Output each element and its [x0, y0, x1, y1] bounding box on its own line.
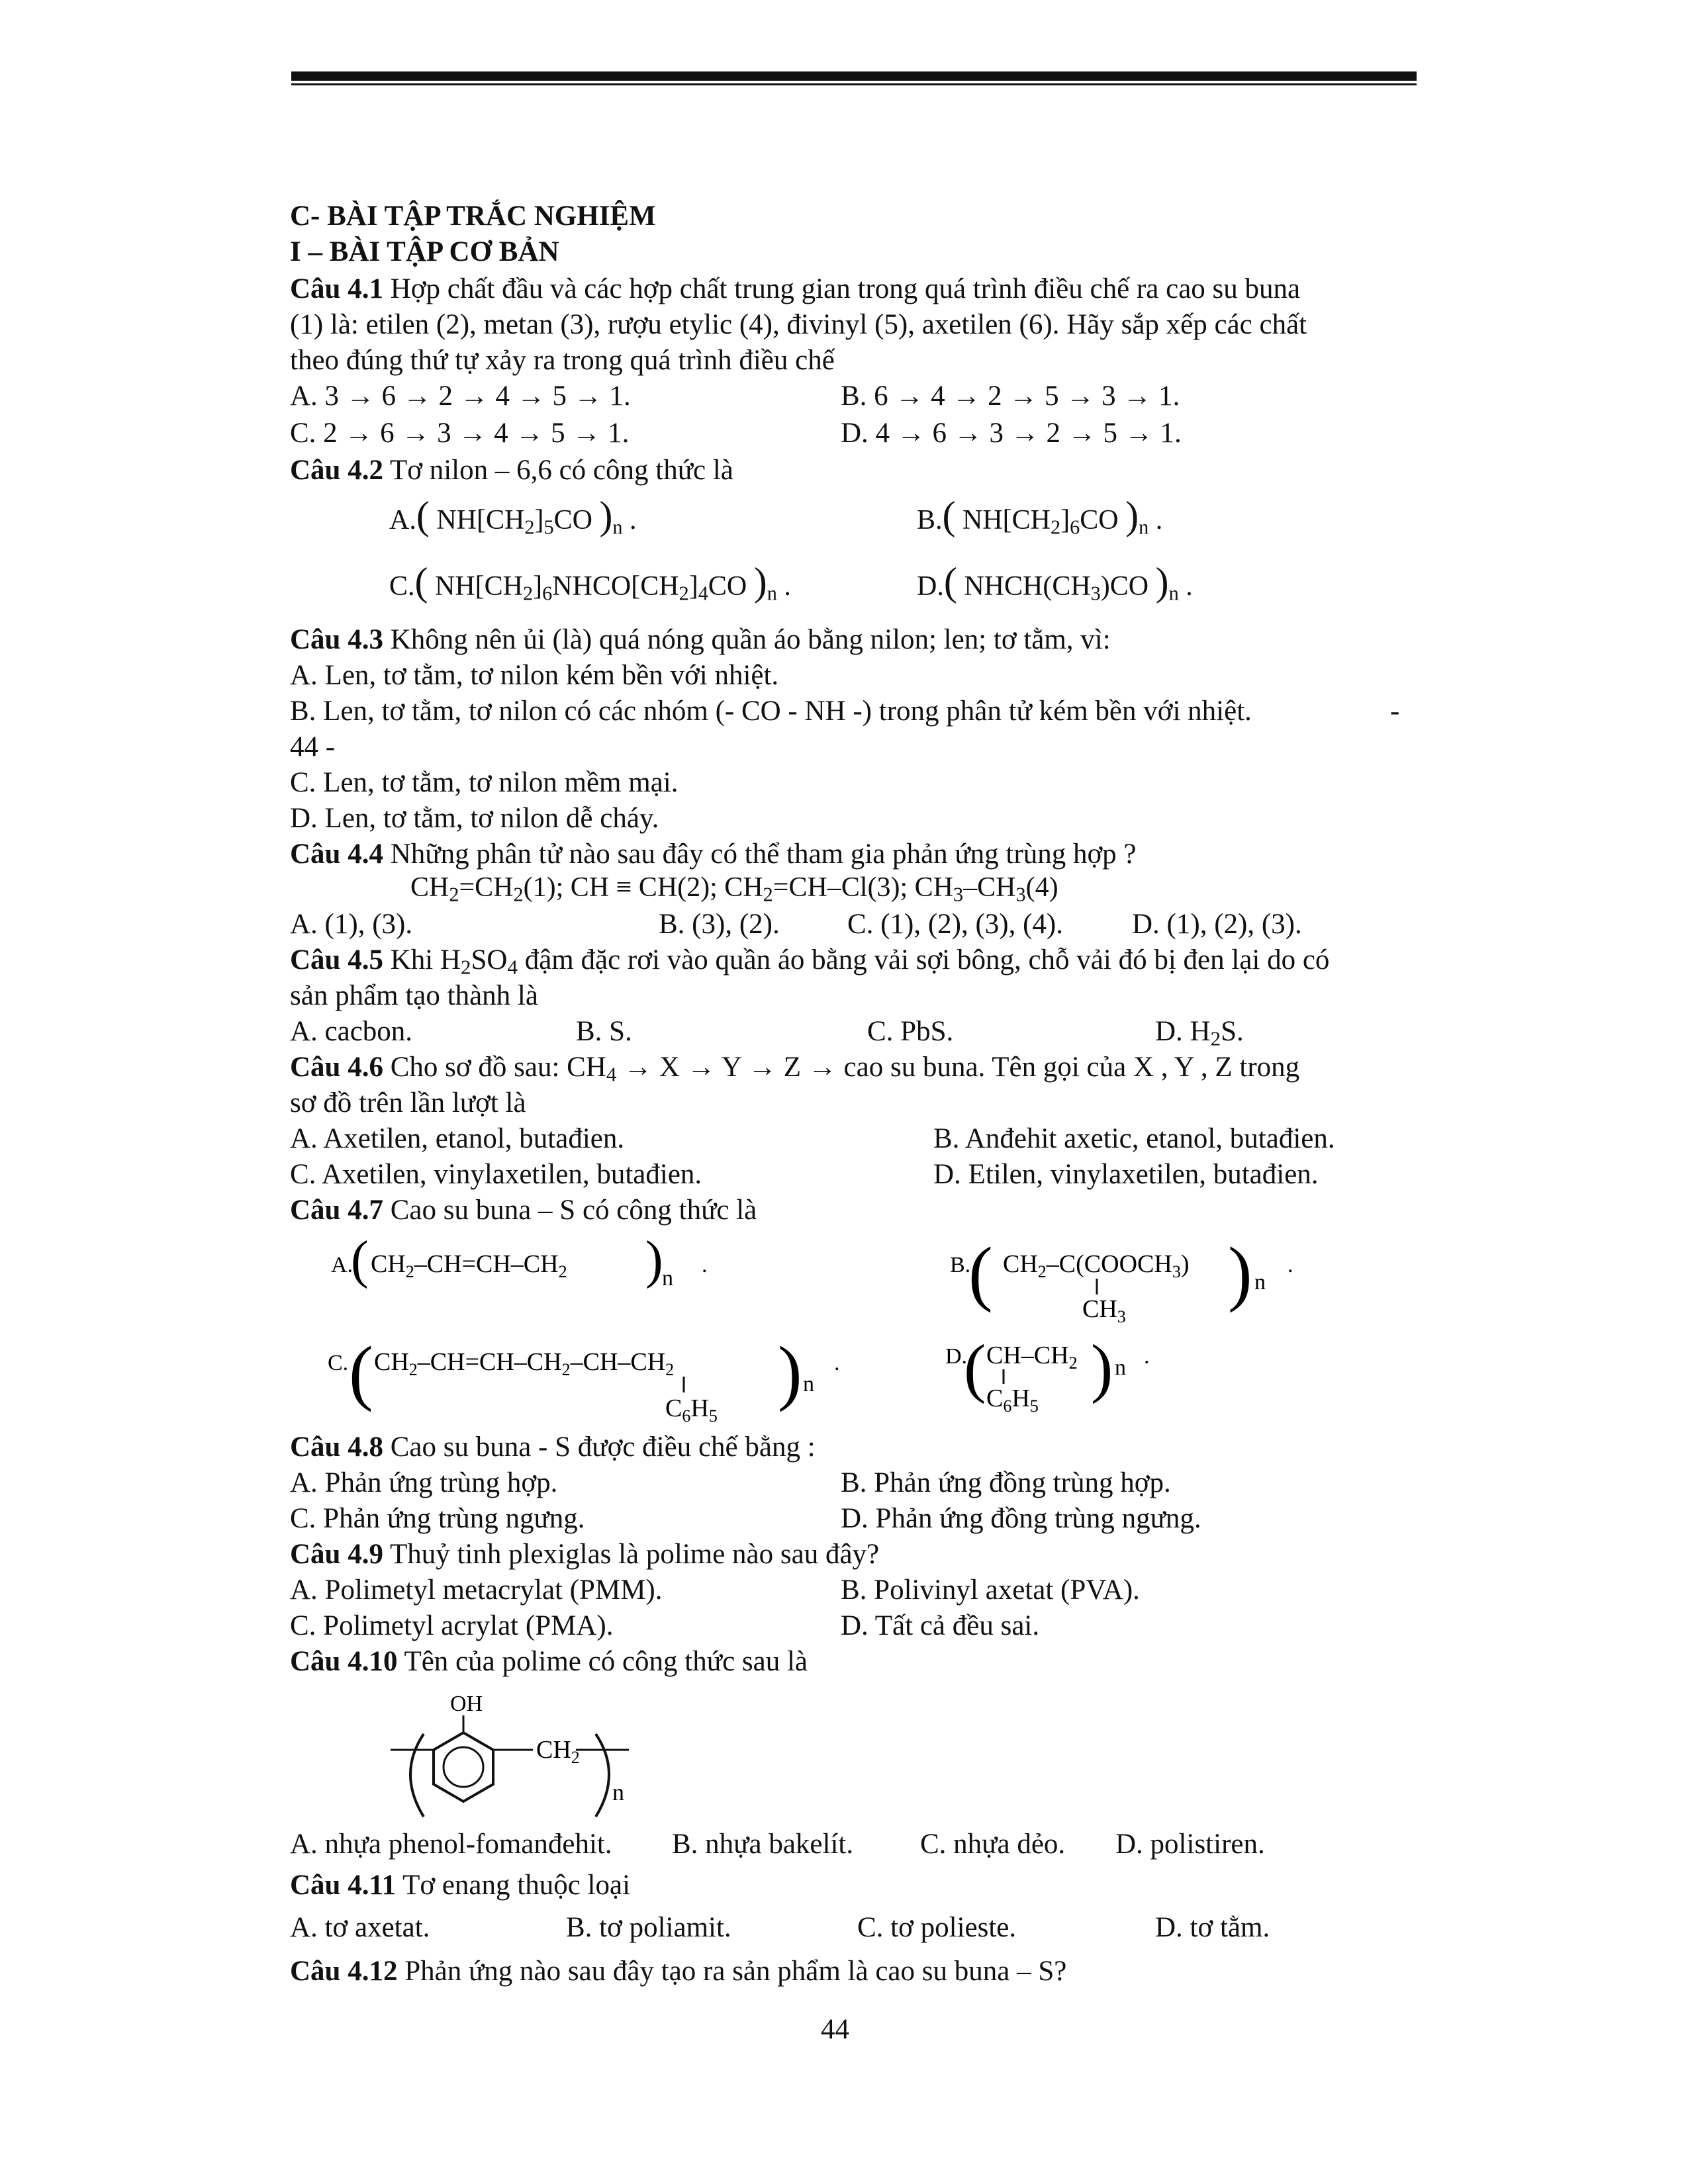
option-c: C. 2 → 6 → 3 → 4 → 5 → 1. — [290, 418, 630, 449]
svg-text:(: ( — [968, 1232, 993, 1313]
option-b: B. nhựa bakelít. — [672, 1829, 854, 1860]
formula-4-7-c — [328, 1330, 857, 1436]
option-b: B. 6 → 4 → 2 → 5 → 3 → 1. — [841, 381, 1180, 412]
question-4-3: Câu 4.3 Không nên ủi (là) quá nóng quần áo bằng nilon; len; tơ tằm, vì: — [290, 624, 1111, 655]
svg-text:n: n — [612, 1779, 624, 1805]
svg-text:n: n — [662, 1266, 673, 1291]
question-4-1: Câu 4.1 Hợp chất đầu và các hợp chất trung gian trong quá trình điều chế ra cao su buna — [290, 273, 1301, 304]
formula-4-7-d — [945, 1327, 1223, 1426]
option-b: B. tơ poliamit. — [566, 1912, 731, 1943]
section-heading: C- BÀI TẬP TRẮC NGHIỆM — [290, 201, 656, 232]
option-d: D. Len, tơ tằm, tơ nilon dễ cháy. — [290, 803, 659, 834]
svg-text:CH2–CH=CH–CH2–CH–CH2: $CH_2-CH=CH-CH_2-CH-CH_2$ — [374, 1348, 675, 1379]
option-a: A. Phản ứng trùng hợp. — [290, 1467, 558, 1498]
subsection-heading: I – BÀI TẬP CƠ BẢN — [290, 236, 559, 267]
option-b: B. Phản ứng đồng trùng hợp. — [841, 1467, 1171, 1498]
option-c: C. nhựa dẻo. — [920, 1829, 1066, 1860]
formula-4-7-b — [943, 1231, 1314, 1330]
formula-4-7-a — [324, 1231, 735, 1297]
question-4-2: Câu 4.2 Tơ nilon – 6,6 có công thức là — [290, 455, 733, 486]
svg-text:n: n — [803, 1372, 814, 1396]
svg-text:n: n — [1254, 1270, 1266, 1295]
question-4-10: Câu 4.10 Tên của polime có công thức sau là — [290, 1646, 808, 1677]
phenol-formaldehyde-structure — [377, 1681, 655, 1840]
svg-text:B.: B. — [950, 1253, 971, 1277]
svg-text:CH2–C(COOCH3): $CH_2-C(COOCH_3)$ — [1003, 1250, 1190, 1281]
option-a: A. tơ axetat. — [290, 1912, 430, 1943]
svg-text:C.: C. — [328, 1351, 349, 1375]
svg-text:OH: OH — [450, 1692, 483, 1716]
svg-text:): ) — [645, 1231, 663, 1289]
question-4-7: Câu 4.7 Cao su buna – S có công thức là — [290, 1195, 757, 1226]
option-b: B. Anđehit axetic, etanol, butađien. — [933, 1123, 1335, 1154]
svg-text:): ) — [1091, 1331, 1113, 1404]
question-4-6: Câu 4.6 Cho sơ đồ sau: $CH_4 \to X \to Y \to Z$ → cao su buna. Tên gọi của X , Y , Z trong — [290, 1052, 1300, 1086]
svg-text:.: . — [1288, 1253, 1293, 1277]
option-b: B. (3), (2). — [659, 909, 780, 940]
question-4-9: Câu 4.9 Thuỷ tinh plexiglas là polime nào sau đây? — [290, 1539, 880, 1570]
svg-text:): ) — [1228, 1232, 1252, 1313]
option-a: A. 3 → 6 → 2 → 4 → 5 → 1. — [290, 381, 631, 412]
option-a: A. Axetilen, etanol, butađien. — [290, 1123, 625, 1154]
option-c: C. PbS. — [867, 1016, 954, 1047]
option-d: D. 4 → 6 → 3 → 2 → 5 → 1. — [841, 418, 1182, 449]
option-b-tail: - — [1390, 696, 1400, 727]
option-d: D. Etilen, vinylaxetilen, butađien. — [933, 1159, 1319, 1190]
page-number: 44 — [821, 2014, 849, 2045]
option-d: D. Tất cả đều sai. — [841, 1610, 1040, 1641]
formula-4-2-a: A.( $NH[CH_2]_5CO$ )$_n$ . — [389, 494, 637, 539]
option-c: C. Phản ứng trùng ngưng. — [290, 1503, 585, 1534]
question-4-4: Câu 4.4 Những phân tử nào sau đây có thể tham gia phản ứng trùng hợp ? — [290, 839, 1137, 870]
svg-text:A.: A. — [331, 1253, 353, 1277]
svg-text:.: . — [702, 1253, 708, 1277]
formula-4-2-b: B.( $NH[CH_2]_6CO$ )$_n$ . — [917, 494, 1163, 539]
svg-text:C6H5: $C_6H_5$ — [986, 1385, 1039, 1416]
option-a: A. Polimetyl metacrylat (PMM). — [290, 1574, 663, 1606]
question-4-8: Câu 4.8 Cao su buna - S được điều chế bằng : — [290, 1432, 816, 1463]
option-a: A. nhựa phenol-fomanđehit. — [290, 1829, 612, 1860]
question-4-5: Câu 4.5 Khi $H_2SO_4$ đậm đặc rơi vào quần áo bằng vải sợi bông, chỗ vải đó bị đen lại do có — [290, 944, 1330, 979]
svg-text:D.: D. — [945, 1344, 968, 1369]
svg-text:CH3: $CH_3$ — [1082, 1295, 1126, 1326]
question-4-6-line2: sơ đồ trên lần lượt là — [290, 1087, 526, 1118]
svg-text:CH2–CH=CH–CH2: $CH_2-CH=CH-CH_2$ — [371, 1250, 567, 1281]
option-b: B. S. — [576, 1016, 632, 1047]
option-c: C. Polimetyl acrylat (PMA). — [290, 1610, 614, 1641]
question-4-1-line3: theo đúng thứ tự xảy ra trong quá trình điều chế — [290, 345, 835, 376]
option-c: C. tơ polieste. — [857, 1912, 1017, 1943]
option-d: D. tơ tằm. — [1155, 1912, 1270, 1943]
svg-text:(: ( — [964, 1331, 986, 1404]
question-4-1-line2: (1) là: etilen (2), metan (3), rượu etylic (4), đivinyl (5), axetilen (6). Hãy sắp xếp các chất — [290, 309, 1307, 340]
svg-text:C6H5: $C_6H_5$ — [665, 1394, 718, 1426]
svg-text:): ) — [778, 1332, 802, 1412]
option-d: D. (1), (2), (3). — [1132, 909, 1302, 940]
svg-text:(: ( — [351, 1231, 369, 1289]
option-c: C. Len, tơ tằm, tơ nilon mềm mại. — [290, 767, 679, 798]
formula-4-4-molecules: $CH_2=CH_2(1)$; CH ≡ CH(2); $CH_2=CH-Cl(3)$; $CH_3-CH_3(4)$ — [410, 872, 1058, 906]
option-d: D. polistiren. — [1115, 1829, 1265, 1860]
option-a: A. Len, tơ tằm, tơ nilon kém bền với nhiệt. — [290, 660, 779, 691]
question-4-5-line2: sản phẩm tạo thành là — [290, 980, 538, 1011]
svg-text:CH–CH2: $CH-CH_2$ — [986, 1342, 1078, 1373]
question-4-11: Câu 4.11 Tơ enang thuộc loại — [290, 1870, 631, 1901]
svg-text:.: . — [834, 1351, 840, 1375]
option-d: D. $H_2S$. — [1155, 1016, 1244, 1050]
svg-text:(: ( — [349, 1332, 373, 1412]
header-rule-thick — [291, 71, 1417, 81]
question-4-12: Câu 4.12 Phản ứng nào sau đây tạo ra sản phẩm là cao su buna – S? — [290, 1956, 1067, 1987]
option-b: B. Len, tơ tằm, tơ nilon có các nhóm (- CO - NH -) trong phân tử kém bền với nhiệt. — [290, 696, 1252, 727]
option-d: D. Phản ứng đồng trùng ngưng. — [841, 1503, 1201, 1534]
option-a: A. (1), (3). — [290, 909, 413, 940]
formula-4-2-d: D.( $NHCH(CH_3)CO$ )$_n$ . — [917, 560, 1193, 605]
option-b: B. Polivinyl axetat (PVA). — [841, 1574, 1140, 1606]
header-rule-thin — [291, 83, 1417, 85]
formula-4-2-c: C.( $NH[CH_2]_6NHCO[CH_2]_4CO$ )$_n$ . — [389, 560, 791, 605]
svg-text:.: . — [1144, 1344, 1150, 1369]
svg-text:n: n — [1115, 1355, 1126, 1380]
option-c: C. Axetilen, vinylaxetilen, butađien. — [290, 1159, 702, 1190]
svg-text:CH2: $CH_2$ — [536, 1736, 580, 1767]
option-b-continued: 44 - — [290, 731, 336, 762]
option-a: A. cacbon. — [290, 1016, 413, 1047]
option-c: C. (1), (2), (3), (4). — [847, 909, 1063, 940]
